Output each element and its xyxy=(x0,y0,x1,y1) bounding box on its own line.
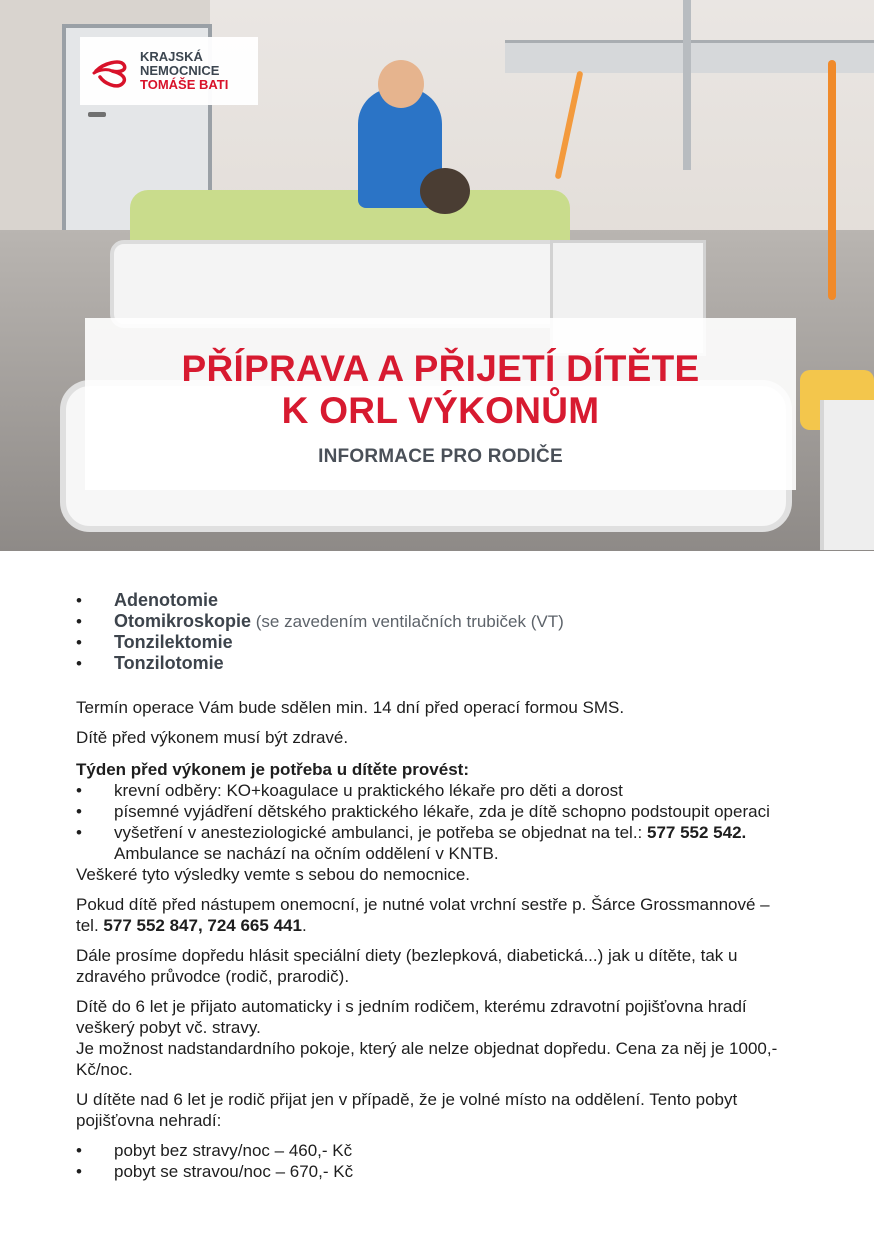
procedure-item xyxy=(76,632,796,653)
paragraph-room: Je možnost nadstandardního pokoje, který ale nelze objednat dopředu. Cena za něj je 1000,- Kč/noc. xyxy=(76,1039,778,1079)
logo-mark-icon xyxy=(90,49,134,93)
door-handle xyxy=(88,112,106,117)
procedure-item xyxy=(76,590,796,611)
week-before-item: • krevní odběry: KO+koagulace u praktického lékaře pro děti a dorost xyxy=(76,780,796,801)
week-before-list xyxy=(76,780,796,864)
results-note: Veškeré tyto výsledky vemte s sebou do nemocnice. xyxy=(76,865,471,884)
title-box xyxy=(85,318,796,490)
document-body xyxy=(76,590,796,1182)
price-list xyxy=(76,1140,796,1182)
nurse-head xyxy=(378,60,424,108)
oxygen-tube xyxy=(828,60,836,300)
procedure-item xyxy=(76,611,796,632)
procedure-name: Adenotomie xyxy=(114,590,219,610)
procedure-list xyxy=(76,590,796,674)
procedure-name: Tonzilektomie xyxy=(114,632,233,652)
price-item: • pobyt se stravou/noc – 670,- Kč xyxy=(76,1161,796,1182)
title-line-1: PŘÍPRAVA A PŘIJETÍ DÍTĚTE xyxy=(181,348,700,389)
paragraph-under-6: Dítě do 6 let je přijato automaticky i s jedním rodičem, kterému zdravotní pojišťovna hradí veškerý pobyt vč. stravy. xyxy=(76,997,747,1037)
oxygen-tube-2 xyxy=(555,71,584,180)
paragraph-term: Termín operace Vám bude sdělen min. 14 dní před operací formou SMS. xyxy=(76,698,625,717)
logo-text xyxy=(140,50,228,92)
paragraph-diets: Dále prosíme dopředu hlásit speciální diety (bezlepková, diabetická...) jak u dítěte, tak u zdravého průvodce (rodič, prarodič). xyxy=(76,946,738,986)
paragraph-healthy: Dítě před výkonem musí být zdravé. xyxy=(76,728,349,747)
hospital-logo xyxy=(80,37,258,105)
procedure-name: Tonzilotomie xyxy=(114,653,224,673)
week-before-heading: Týden před výkonem je potřeba u dítěte provést: xyxy=(76,760,469,779)
price-item: • pobyt bez stravy/noc – 460,- Kč xyxy=(76,1140,796,1161)
logo-line-3: TOMÁŠE BATI xyxy=(140,77,229,92)
logo-line-2: NEMOCNICE xyxy=(140,63,220,78)
subtitle: INFORMACE PRO RODIČE xyxy=(318,446,563,467)
iv-pole xyxy=(683,0,691,170)
week-before-item: • písemné vyjádření dětského praktického lékaře, zda je dítě schopno podstoupit operaci xyxy=(76,801,796,822)
title-line-2: K ORL VÝKONŮM xyxy=(281,390,600,431)
paragraph-over-6: U dítěte nad 6 let je rodič přijat jen v případě, že je volné místo na oddělení. Tento pobyt pojišťovna nehradí: xyxy=(76,1090,738,1130)
procedure-name: Otomikroskopie xyxy=(114,611,252,631)
paragraph-illness xyxy=(76,894,796,936)
procedure-item xyxy=(76,653,796,674)
illness-phones: 577 552 847, 724 665 441 xyxy=(103,916,302,935)
week-before-item xyxy=(76,822,796,864)
child-patient xyxy=(420,168,470,214)
hospital-bed-3 xyxy=(820,400,874,550)
anesthesia-phone: 577 552 542. xyxy=(647,823,747,842)
illness-end: . xyxy=(301,916,307,935)
hospital-bed xyxy=(110,240,618,328)
anesthesia-text: vyšetření v anesteziologické ambulanci, je potřeba se objednat na tel.: xyxy=(114,823,647,842)
procedure-note: (se zavedením ventilačních trubiček (VT) xyxy=(251,612,564,631)
anesthesia-location: Ambulance se nachází na očním oddělení v KNTB. xyxy=(114,844,499,863)
illness-text: Pokud dítě před nástupem onemocní, je nutné volat vrchní sestře p. Šárce Grossmannové – tel. xyxy=(76,895,770,935)
logo-line-1: KRAJSKÁ xyxy=(140,49,203,64)
